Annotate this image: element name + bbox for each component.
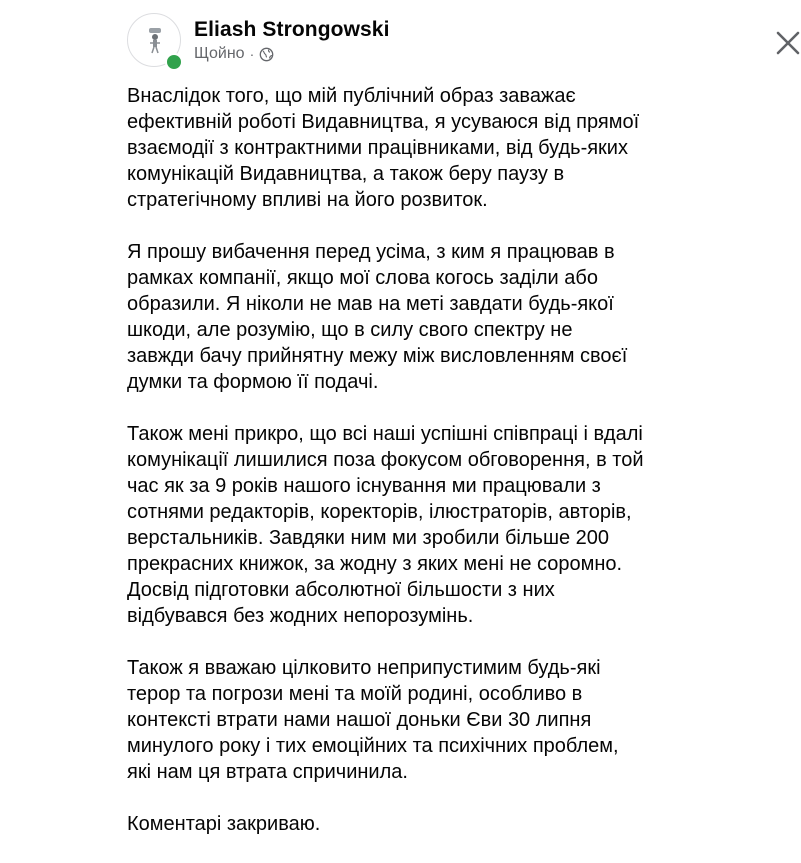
close-button[interactable] xyxy=(775,30,801,56)
post-paragraph-4: Також я вважаю цілковито неприпустимим будь-які терор та погрози мені та моїй родині, особливо в контексті втрати нами нашої доньки Єви 30 липня минулого року і тих емоційних та психічних проблем, які нам ця втрата спричинила. xyxy=(127,657,619,783)
post-paragraph-5: Коментарі закриваю. xyxy=(127,813,321,835)
globe-icon[interactable] xyxy=(259,47,274,62)
post-paragraph-2: Я прошу вибачення перед усіма, з ким я працював в рамках компанії, якщо мої слова когось заділи або образили. Я ніколи не мав на меті завдати будь-якої шкоди, але розумію, що в силу свого спектру не завжди бачу прийнятну межу між висловленням своєї думки та формою її подачі. xyxy=(127,241,628,393)
post-paragraph-1: Внаслідок того, що мій публічний образ заважає ефективній роботі Видавництва, я усуваюся від прямої взаємодії з контрактними працівниками, від будь-яких комунікацій Видавництва, а також беру паузу в стратегічному впливі на його розвиток. xyxy=(127,85,640,211)
post-timestamp[interactable]: Щойно xyxy=(194,45,245,62)
author-name[interactable]: Eliash Strongowski xyxy=(194,18,390,41)
post-header xyxy=(127,13,687,73)
avatar-figure-icon xyxy=(142,26,168,56)
meta-separator: · xyxy=(249,46,255,62)
post-paragraph-3: Також мені прикро, що всі наші успішні співпраці і вдалі комунікації лишилися поза фокусом обговорення, в той час як за 9 років нашого існування ми працювали з сотнями редакторів, коректорів, ілюстраторів, авторів, верстальників. Завдяки ним ми зробили більше 200 прекрасних книжок, за жодну з яких мені не соромно. Досвід підготовки абсолютної більшости з них відбувався без жодних непорозумінь. xyxy=(127,423,644,627)
post-meta xyxy=(194,45,274,63)
post-body xyxy=(127,83,667,863)
close-icon xyxy=(775,30,801,56)
online-status-indicator xyxy=(165,53,183,71)
